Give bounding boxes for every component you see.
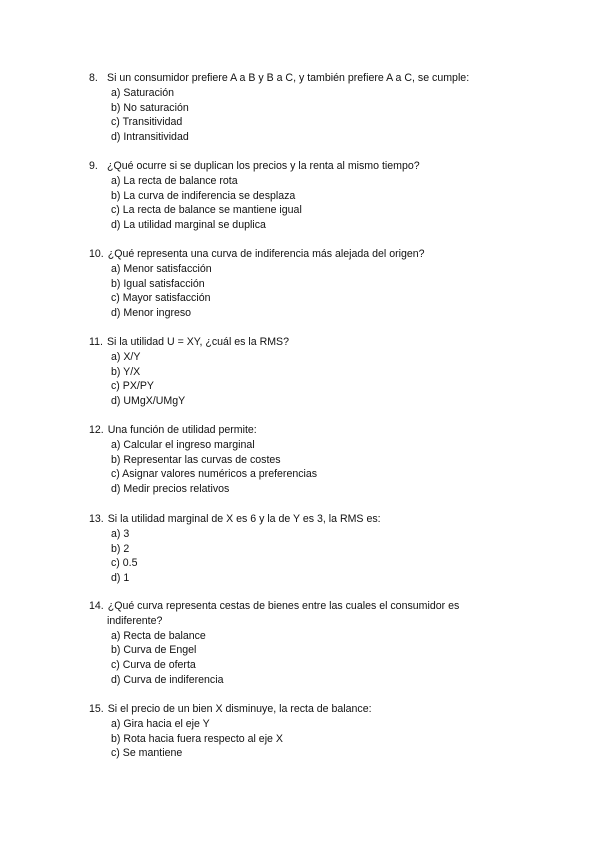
option-b: b) Rota hacia fuera respecto al eje X	[111, 732, 283, 745]
option-b: b) La curva de indiferencia se desplaza	[111, 189, 296, 202]
option-a: a) La recta de balance rota	[111, 174, 238, 187]
question-8	[89, 71, 509, 145]
question-text: Si la utilidad U = XY, ¿cuál es la RMS?	[106, 336, 289, 348]
question-text: Si la utilidad marginal de X es 6 y la de Y es 3, la RMS es:	[107, 513, 381, 525]
option-list	[111, 350, 509, 409]
option-c: c) Transitividad	[111, 116, 183, 129]
option-c: c) Asignar valores numéricos a preferencias	[111, 468, 318, 481]
option-b: b) No saturación	[111, 101, 189, 114]
option-a: a) Gira hacia el eje Y	[111, 717, 210, 730]
option-d: d) Medir precios relativos	[111, 483, 230, 496]
question-15-line	[89, 702, 509, 717]
question-text: Si el precio de un bien X disminuye, la recta de balance:	[107, 703, 372, 715]
question-12	[89, 423, 509, 497]
option-c: c) PX/PY	[111, 380, 154, 393]
question-12-line	[89, 423, 509, 438]
question-13-line	[89, 512, 509, 527]
question-number: 13.	[89, 513, 104, 525]
question-9	[89, 159, 509, 233]
question-13	[89, 512, 509, 586]
question-text-continuation: indiferente?	[107, 614, 163, 627]
question-text: ¿Qué curva representa cestas de bienes entre las cuales el consumidor es	[107, 600, 460, 612]
option-b: b) Y/X	[111, 365, 141, 378]
option-list	[111, 174, 509, 233]
question-10	[89, 247, 509, 321]
option-d: d) 1	[111, 572, 130, 585]
option-a: a) X/Y	[111, 350, 141, 363]
option-a: a) Menor satisfacción	[111, 262, 212, 275]
option-b: b) Representar las curvas de costes	[111, 453, 281, 466]
question-10-line	[89, 247, 509, 262]
option-list	[111, 527, 509, 586]
question-text: Una función de utilidad permite:	[107, 424, 257, 436]
option-list	[111, 629, 509, 688]
option-a: a) Saturación	[111, 86, 175, 99]
option-a: a) 3	[111, 527, 130, 540]
question-text: ¿Qué ocurre si se duplican los precios y la renta al mismo tiempo?	[107, 160, 420, 172]
option-d: d) UMgX/UMgY	[111, 395, 186, 408]
question-8-line	[89, 71, 509, 86]
question-number: 12.	[89, 424, 104, 436]
question-9-line	[89, 159, 509, 174]
question-number: 8.	[89, 72, 98, 84]
option-c: c) Curva de oferta	[111, 659, 196, 672]
option-d: d) La utilidad marginal se duplica	[111, 219, 266, 232]
option-b: b) Curva de Engel	[111, 644, 197, 657]
option-c: c) La recta de balance se mantiene igual	[111, 204, 302, 217]
option-a: a) Calcular el ingreso marginal	[111, 438, 255, 451]
question-11-line	[89, 335, 509, 350]
question-number: 9.	[89, 160, 98, 172]
question-number: 10.	[89, 248, 104, 260]
question-15	[89, 702, 509, 761]
option-a: a) Recta de balance	[111, 629, 206, 642]
option-d: d) Intransitividad	[111, 131, 189, 144]
question-number: 11.	[89, 336, 103, 348]
option-d: d) Curva de indiferencia	[111, 673, 224, 686]
option-list	[111, 262, 509, 321]
option-list	[111, 86, 509, 145]
question-number: 15.	[89, 703, 104, 715]
option-c: c) Mayor satisfacción	[111, 292, 211, 305]
question-number: 14.	[89, 600, 104, 612]
option-c: c) 0.5	[111, 557, 138, 570]
question-14	[89, 599, 509, 688]
question-text: Si un consumidor prefiere A a B y B a C, y también prefiere A a C, se cumple:	[107, 72, 470, 84]
option-c: c) Se mantiene	[111, 747, 183, 760]
option-b: b) Igual satisfacción	[111, 277, 205, 290]
option-list	[111, 717, 509, 761]
question-text: ¿Qué representa una curva de indiferencia más alejada del origen?	[107, 248, 425, 260]
option-d: d) Menor ingreso	[111, 307, 192, 320]
option-b: b) 2	[111, 542, 130, 555]
question-14-line	[89, 599, 509, 614]
question-11	[89, 335, 509, 409]
option-list	[111, 438, 509, 497]
